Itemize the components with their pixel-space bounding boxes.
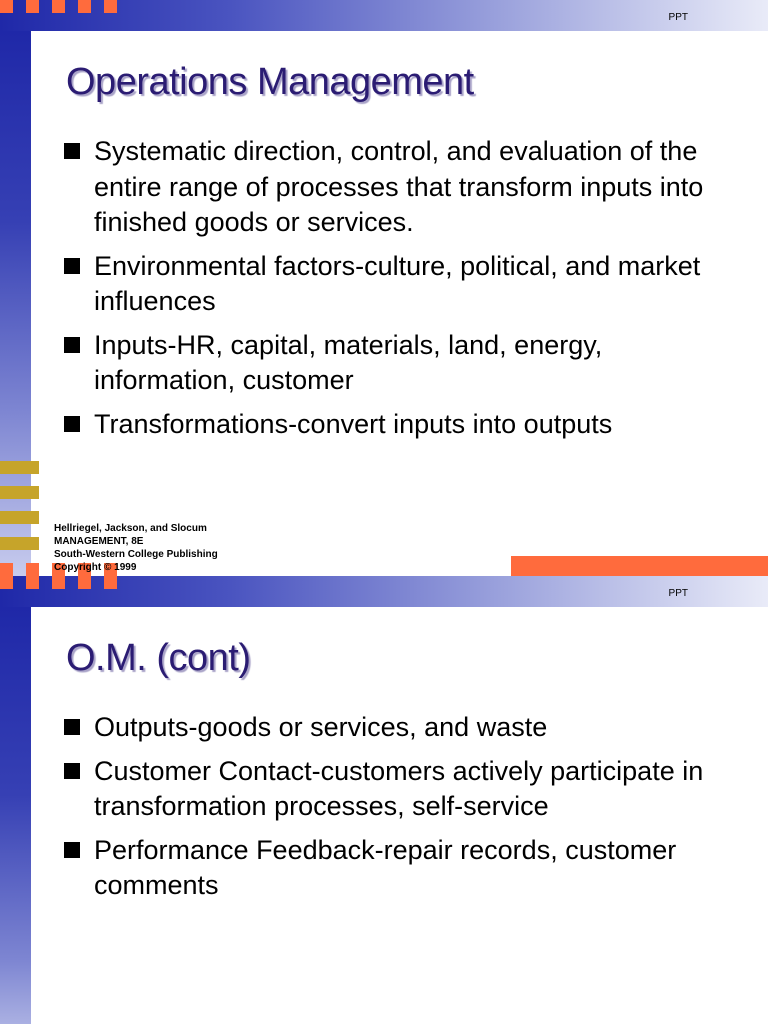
decor-gold-bar bbox=[0, 511, 39, 524]
decor-square bbox=[26, 576, 39, 589]
decor-square bbox=[78, 576, 91, 589]
decor-square bbox=[26, 563, 39, 576]
credits-footer bbox=[54, 522, 218, 574]
decor-orange-block bbox=[511, 556, 768, 576]
slide-title: O.M. (cont) bbox=[66, 637, 251, 679]
decor-gold-bar bbox=[0, 486, 39, 499]
credit-line: MANAGEMENT, 8E bbox=[54, 536, 144, 547]
decor-square bbox=[52, 0, 65, 13]
bullet-item bbox=[64, 328, 744, 399]
square-bullet-icon bbox=[64, 842, 80, 858]
bullet-item bbox=[64, 710, 744, 746]
credit-line: Copyright © 1999 bbox=[54, 562, 137, 573]
bullet-item bbox=[64, 249, 744, 320]
square-bullet-icon bbox=[64, 763, 80, 779]
decor-square bbox=[52, 576, 65, 589]
bullet-list bbox=[64, 134, 744, 450]
slide-title: Operations Management bbox=[66, 61, 474, 103]
left-gradient-band bbox=[0, 607, 31, 1024]
bullet-text: Outputs-goods or services, and waste bbox=[94, 712, 548, 742]
square-bullet-icon bbox=[64, 416, 80, 432]
square-bullet-icon bbox=[64, 258, 80, 274]
decor-square bbox=[26, 0, 39, 13]
bullet-text: Environmental factors-culture, political, and market influences bbox=[94, 250, 701, 316]
decor-square bbox=[0, 563, 13, 576]
decor-square bbox=[104, 576, 117, 589]
square-bullet-icon bbox=[64, 337, 80, 353]
bullet-item bbox=[64, 754, 744, 825]
decor-square bbox=[0, 576, 13, 589]
square-bullet-icon bbox=[64, 143, 80, 159]
bullet-text: Customer Contact-customers actively participate in transformation processes, self-service bbox=[94, 755, 704, 821]
bullet-item bbox=[64, 407, 744, 443]
bullet-text: Inputs-HR, capital, materials, land, energy, information, customer bbox=[94, 329, 603, 395]
bullet-item bbox=[64, 134, 744, 241]
slide-2 bbox=[0, 576, 768, 1024]
bullet-text: Performance Feedback-repair records, customer comments bbox=[94, 834, 677, 900]
bullet-list bbox=[64, 710, 744, 912]
credit-line: South-Western College Publishing bbox=[54, 549, 218, 560]
credit-line: Hellriegel, Jackson, and Slocum bbox=[54, 523, 207, 534]
decor-square bbox=[104, 0, 117, 13]
decor-square bbox=[78, 0, 91, 13]
decor-gold-bar bbox=[0, 537, 39, 550]
ppt-label: PPT bbox=[668, 12, 688, 23]
decor-square bbox=[0, 0, 13, 13]
bullet-text: Transformations-convert inputs into outputs bbox=[94, 408, 613, 439]
square-bullet-icon bbox=[64, 719, 80, 735]
decor-gold-bar bbox=[0, 461, 39, 474]
ppt-label: PPT bbox=[668, 588, 688, 599]
bullet-text: Systematic direction, control, and evaluation of the entire range of processes that transform inputs into finished goods or services. bbox=[94, 136, 704, 237]
bullet-item bbox=[64, 833, 744, 904]
